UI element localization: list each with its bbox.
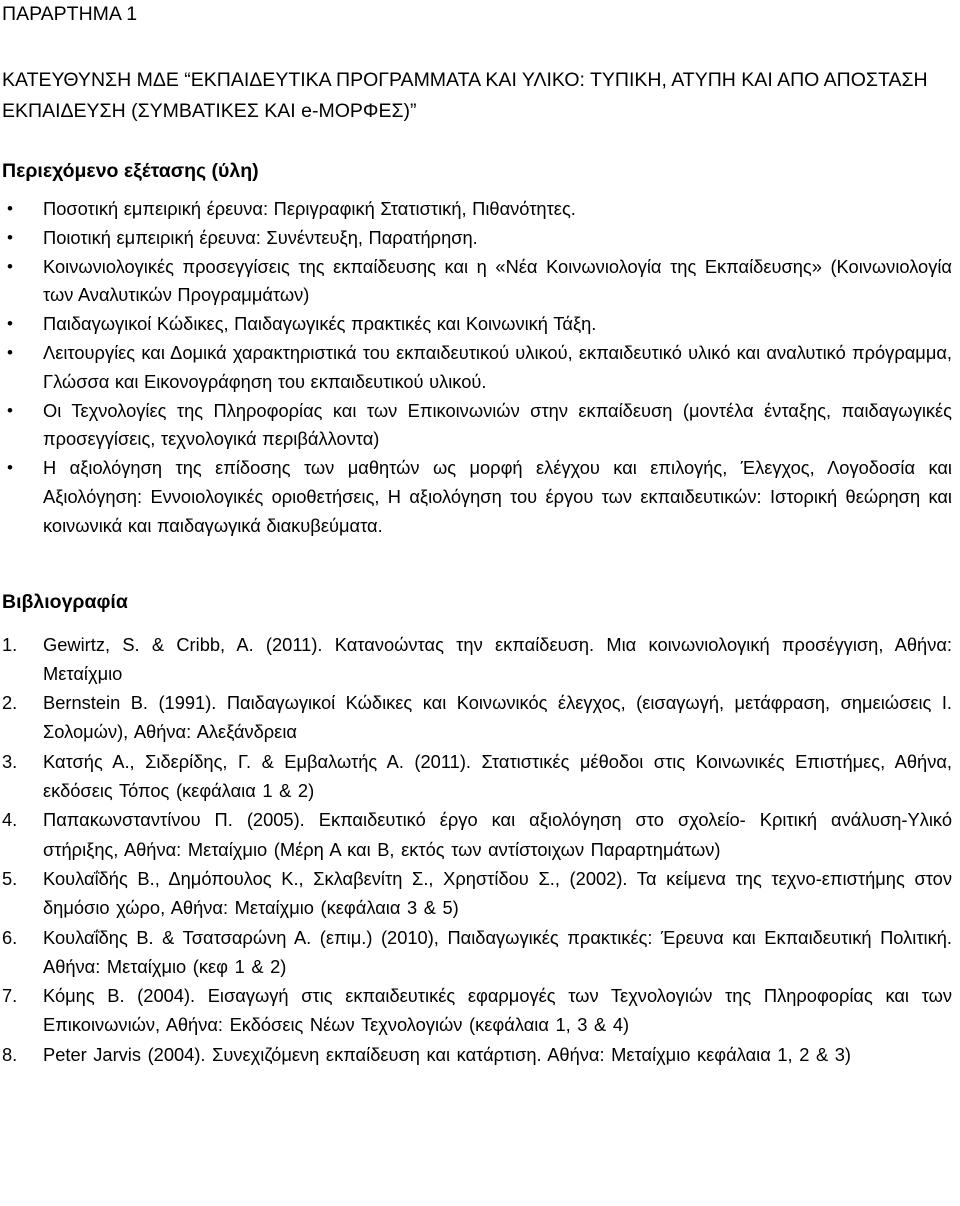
bullet-icon: • (7, 227, 13, 247)
reference-item (2, 630, 954, 689)
reference-item (2, 864, 954, 923)
bullet-icon: • (7, 199, 13, 218)
bullet-icon: • (7, 400, 13, 420)
reference-text: Κόμης Β. (2004). Εισαγωγή στις εκπαιδευτικές εφαρμογές των Τεχνολογιών της Πληροφορίας και των Επικοινωνιών, Αθήνα: Εκδόσεις Νέων Τεχνολογιών (κεφάλαια 1, 3 & 4) (43, 985, 952, 1036)
content-item (2, 224, 954, 253)
content-item (2, 339, 954, 397)
content-item-text: Λειτουργίες και Δομικά χαρακτηριστικά του εκπαιδευτικού υλικού, εκπαιδευτικό υλικό και αναλυτικό πρόγραμμα, Γλώσσα και Εικονογράφηση του εκπαιδευτικού υλικού. (43, 341, 952, 392)
bullet-icon: • (7, 342, 13, 362)
reference-text: Κουλαΐδής Β., Δημόπουλος Κ., Σκλαβενίτη Σ., Χρηστίδου Σ., (2002). Τα κείμενα της τεχνο-επιστήμης στον δημόσιο χώρο, Αθήνα: Μεταίχμιο (κεφάλαια 3 & 5) (43, 867, 952, 919)
reference-text: Bernstein B. (1991). Παιδαγωγικοί Κώδικες και Κοινωνικός έλεγχος, (εισαγωγή, μετάφραση, σημειώσεις Ι. Σολομών), Αθήνα: Αλεξάνδρεια (43, 692, 952, 743)
reference-text: Peter Jarvis (2004). Συνεχιζόμενη εκπαίδευση και κατάρτιση. Αθήνα: Μεταίχμιο κεφάλαια 1, 2 & 3) (43, 1043, 851, 1065)
reference-item (2, 981, 954, 1040)
content-item (2, 397, 954, 455)
reference-text: Κουλαΐδης Β. & Τσατσαρώνη Α. (επιμ.) (2010), Παιδαγωγικές πρακτικές: Έρευνα και Εκπαιδευτική Πολιτική. Αθήνα: Μεταίχμιο (κεφ 1 & 2) (43, 926, 952, 977)
bullet-icon: • (7, 314, 13, 334)
reference-number: 8. (2, 1043, 18, 1065)
content-item (2, 310, 954, 339)
reference-item (2, 688, 954, 747)
bibliography-heading: Βιβλιογραφία (2, 590, 128, 613)
reference-text: Παπακωνσταντίνου Π. (2005). Εκπαιδευτικό έργο και αξιολόγηση στο σχολείο- Κριτική ανάλυση-Υλικό στήριξης, Αθήνα: Μεταίχμιο (Μέρη Α και Β, εκτός των αντίστοιχων Παραρτημάτων) (43, 809, 952, 860)
content-item-text: Παιδαγωγικοί Κώδικες, Παιδαγωγικές πρακτικές και Κοινωνική Τάξη. (43, 313, 597, 335)
content-heading: Περιεχόμενο εξέτασης (ύλη) (2, 160, 259, 182)
reference-text: Κατσής Α., Σιδερίδης, Γ. & Εμβαλωτής Α. (2011). Στατιστικές μέθοδοι στις Κοινωνικές Επιστήμες, Αθήνα, εκδόσεις Τόπος (κεφάλαια 1 & 2) (43, 750, 952, 802)
reference-text: Gewirtz, S. & Cribb, A. (2011). Κατανοώντας την εκπαίδευση. Μια κοινωνιολογική προσέγγιση, Αθήνα: Μεταίχμιο (43, 633, 952, 684)
reference-number: 6. (2, 926, 18, 948)
content-item (2, 253, 954, 311)
reference-number: 3. (2, 750, 18, 772)
reference-item (2, 1040, 954, 1069)
direction-title: ΚΑΤΕΥΘΥΝΣΗ ΜΔΕ “ΕΚΠΑΙΔΕΥΤΙΚΑ ΠΡΟΓΡΑΜΜΑΤΑ ΚΑΙ ΥΛΙΚΟ: ΤΥΠΙΚΗ, ΑΤΥΠΗ ΚΑΙ ΑΠΟ ΑΠΟΣΤΑΣΗ ΕΚΠΑΙΔΕΥΣΗ (ΣΥΜΒΑΤΙΚΕΣ ΚΑΙ e-ΜΟΡΦΕΣ)” (2, 69, 928, 122)
reference-number: 5. (2, 867, 18, 889)
reference-item (2, 805, 954, 864)
reference-number: 4. (2, 809, 18, 831)
content-item (2, 454, 954, 540)
bullet-icon: • (7, 256, 13, 276)
content-item-text: Οι Τεχνολογίες της Πληροφορίας και των Επικοινωνιών στην εκπαίδευση (μοντέλα ένταξης, παιδαγωγικές προσεγγίσεις, τεχνολογικά περιβάλλοντα) (43, 399, 952, 450)
content-list (2, 195, 954, 541)
bullet-icon: • (7, 458, 13, 478)
content-item-text: Κοινωνιολογικές προσεγγίσεις της εκπαίδευσης και η «Νέα Κοινωνιολογία της Εκπαίδευσης» (Κοινωνιολογία των Αναλυτικών Προγραμμάτων) (43, 255, 952, 306)
reference-item (2, 747, 954, 806)
content-item-text: Η αξιολόγηση της επίδοσης των μαθητών ως μορφή ελέγχου και επιλογής, Έλεγχος, Λογοδοσία και Αξιολόγηση: Εννοιολογικές οριοθετήσεις, Η αξιολόγηση του έργου των εκπαιδευτικών: Ιστορική θεώρηση και κοινωνικά και παιδαγωγικά διακυβεύματα. (43, 457, 952, 536)
reference-item (2, 923, 954, 982)
reference-number: 7. (2, 985, 18, 1007)
reference-list (2, 630, 954, 1069)
content-item (2, 195, 954, 224)
content-item-text: Ποιοτική εμπειρική έρευνα: Συνέντευξη, Παρατήρηση. (43, 226, 478, 248)
reference-number: 1. (2, 633, 18, 655)
content-item-text: Ποσοτική εμπειρική έρευνα: Περιγραφική Στατιστική, Πιθανότητες. (43, 198, 576, 219)
appendix-title: ΠΑΡΑΡΤΗΜΑ 1 (2, 3, 138, 25)
reference-number: 2. (2, 692, 18, 714)
